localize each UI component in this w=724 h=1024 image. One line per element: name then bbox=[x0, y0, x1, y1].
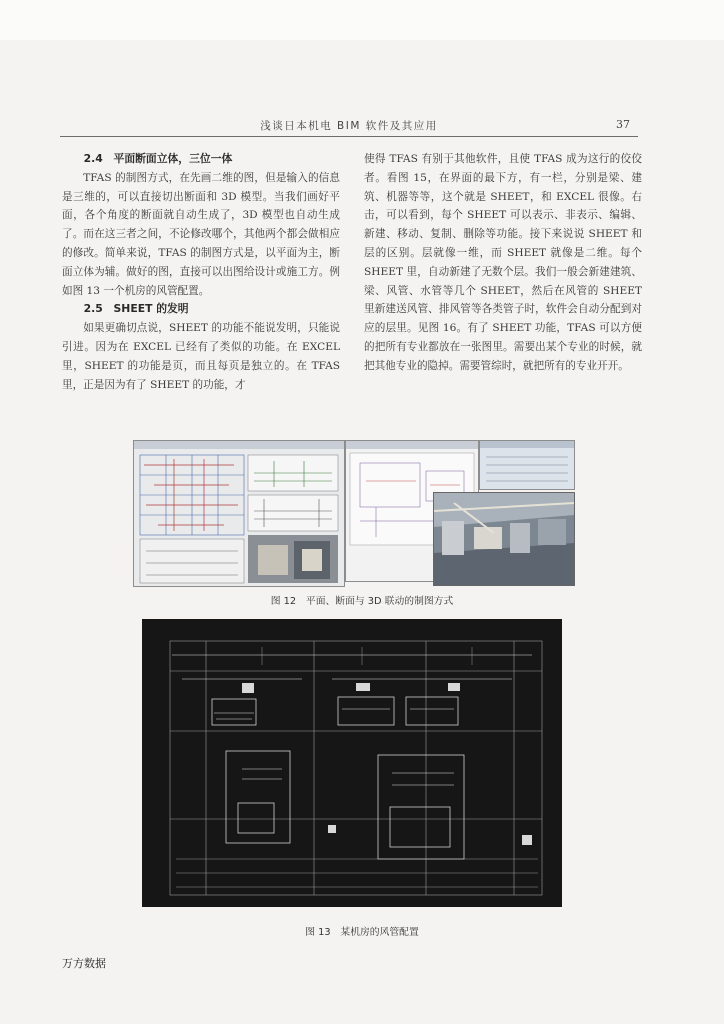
running-header bbox=[60, 118, 638, 137]
section-2-4-paragraph: TFAS 的制图方式，在先画二维的图，但是输入的信息是三维的，可以直接切出断面和 3D 模型。当我们画好平面，各个角度的断面就自动生成了，3D 模型也自动生成了。而在这三者之间，不论修改哪个，其他两个都会做相应的修改。简单来说，TFAS 的制图方式是，以平面为主，断面立体为辅。做好的图，直接可以出图给设计或施工方。例如图 13 一个机房的风管配置。 bbox=[62, 171, 340, 297]
right-column bbox=[364, 150, 642, 376]
scan-margin bbox=[0, 0, 724, 40]
header-title: 浅谈日本机电 BIM 软件及其应用 bbox=[260, 120, 438, 132]
figure-12 bbox=[133, 440, 573, 585]
watermark-text: 万方数据 bbox=[62, 957, 106, 970]
figure-13-caption: 图 13 某机房的风管配置 bbox=[305, 927, 419, 938]
fig12-plan-section-view bbox=[133, 440, 345, 587]
figure-12-caption: 图 12 平面、断面与 3D 联动的制图方式 bbox=[270, 596, 454, 607]
left-column bbox=[62, 150, 340, 394]
right-column-paragraph: 使得 TFAS 有别于其他软件，且使 TFAS 成为这行的佼佼者。看图 15，在界面的最下方，有一栏，分别是梁、建筑、机器等等，这个就是 SHEET，和 EXCEL 很像。右击，可以看到，每个 SHEET 可以表示、非表示、编辑、新建、移动、复制、删除等功能。接下来说说 SHEET 和层的区别。层就像一维，而 SHEET 就像是二维。每个 SHEET 里，自动新建了无数个层。我们一般会新建建筑、梁、风管、水管等几个 SHEET，然后在风管的 SHEET 里新建送风管、排风管等各类管子时，软件会自动分配到对应的层里。见图 16。有了 SHEET 功能，TFAS 可以方便的把所有专业都放在一张图里。需要出某个专业的时候，就把其他专业的隐掉。需要管综时，就把所有的专业开开。 bbox=[364, 153, 642, 372]
page-number: 37 bbox=[616, 118, 630, 131]
figure-13 bbox=[142, 619, 562, 907]
section-2-4-heading: 2.4 平面断面立体，三位一体 bbox=[83, 152, 233, 165]
section-2-5-heading: 2.5 SHEET 的发明 bbox=[83, 302, 189, 316]
section-2-5-paragraph: 如果更确切点说，SHEET 的功能不能说发明，只能说引进。因为在 EXCEL 已经有了类似的功能。在 EXCEL 里，SHEET 的功能是页，而且每页是独立的。在 TFAS 里，正是因为有了 SHEET 的功能，才 bbox=[62, 322, 340, 391]
fig12-toolbar-view bbox=[479, 440, 575, 490]
fig12-3d-model-view bbox=[433, 492, 575, 586]
